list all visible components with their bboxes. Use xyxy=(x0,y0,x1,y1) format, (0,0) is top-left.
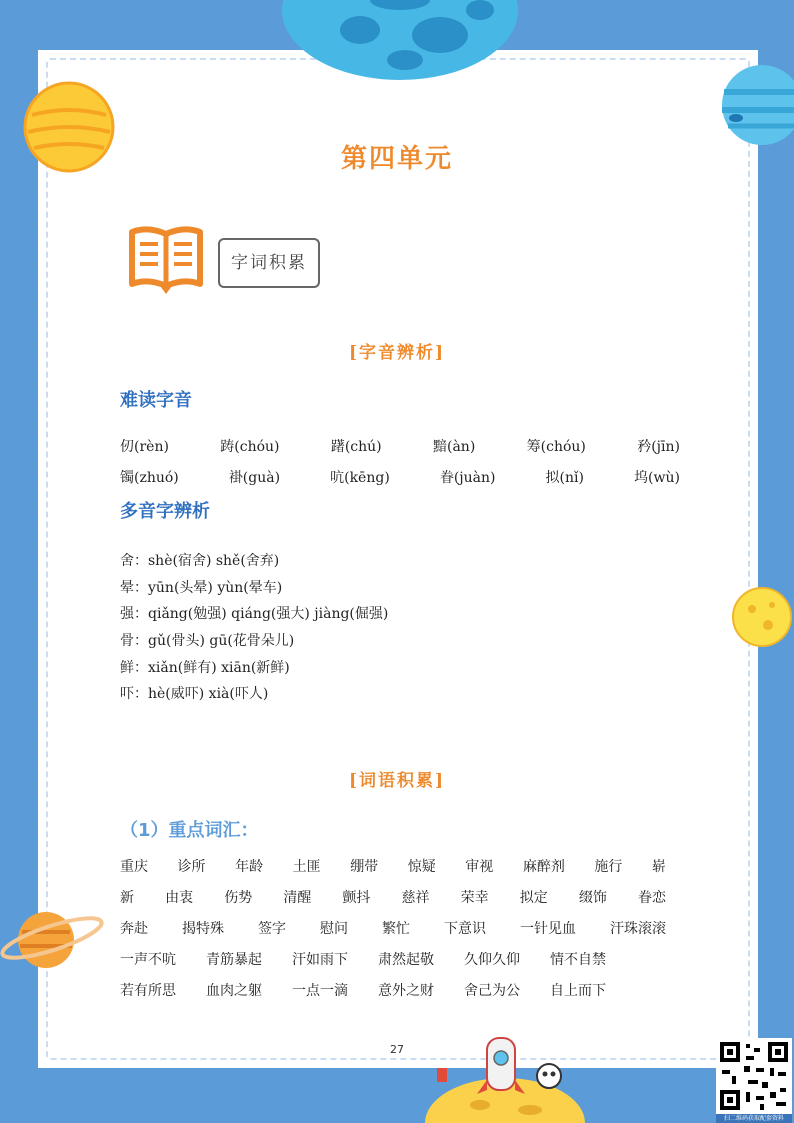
vocab-word: 慰问 xyxy=(320,921,348,937)
vocab-word: 崭 xyxy=(651,859,666,875)
vocab-word: 下意识 xyxy=(444,921,486,937)
vocab-word: 年龄 xyxy=(235,859,264,875)
vocab-word: 清醒 xyxy=(283,890,312,906)
pron-item: 镯(zhuó) xyxy=(120,470,179,486)
vocab-section-heading: [词语积累] xyxy=(348,771,446,791)
vocab-word: 自上而下 xyxy=(550,983,606,999)
vocab-word: 汗珠滚滚 xyxy=(610,921,666,937)
vocab-row-1 xyxy=(120,856,666,876)
vocab-word: 久仰久仰 xyxy=(464,952,520,968)
page-title: 第四单元 xyxy=(340,144,453,174)
poly-line: 骨：gǔ(骨头) gū(花骨朵儿) xyxy=(120,633,295,649)
vocab-row-3 xyxy=(120,918,666,938)
vocab-word: 新 xyxy=(120,890,134,906)
vocab-word: 缀饰 xyxy=(578,890,607,906)
hard-pron-row-1 xyxy=(120,436,680,456)
vocab-word: 揭特殊 xyxy=(182,921,224,937)
poly-line: 舍：shè(宿舍) shě(舍弃) xyxy=(120,553,280,569)
vocab-row-5 xyxy=(120,980,666,1000)
poly-line: 强：qiǎng(勉强) qiáng(强大) jiàng(倔强) xyxy=(120,606,389,622)
pron-item: 眷(juàn) xyxy=(439,470,496,486)
pron-section-heading: [字音辨析] xyxy=(348,343,446,363)
poly-line: 吓：hè(威吓) xià(吓人) xyxy=(120,686,269,702)
qr-code-icon xyxy=(716,1038,792,1114)
pron-item: 拟(nǐ) xyxy=(545,470,584,486)
section-badge: 字词积累 xyxy=(218,238,320,288)
vocab-word: 汗如雨下 xyxy=(292,952,348,968)
hard-pron-row-2 xyxy=(120,467,680,487)
vocab-word: 由衷 xyxy=(165,890,194,906)
vocab-word: 伤势 xyxy=(224,890,253,906)
vocab-word: 舍己为公 xyxy=(464,983,520,999)
vocab-word: 一声不吭 xyxy=(120,952,176,968)
vocab-heading: （1）重点词汇： xyxy=(120,820,259,841)
vocab-word: 一点一滴 xyxy=(292,983,348,999)
poly-line: 晕：yūn(头晕) yùn(晕车) xyxy=(120,580,283,596)
book-icon xyxy=(128,226,204,294)
rocket-icon xyxy=(425,1010,585,1123)
vocab-word: 奔赴 xyxy=(120,921,148,937)
vocab-word: 重庆 xyxy=(120,859,148,875)
vocab-word: 慈祥 xyxy=(401,890,430,906)
vocab-word: 繁忙 xyxy=(382,921,410,937)
vocab-word: 肃然起敬 xyxy=(378,952,434,968)
planet-icon-ringed-left xyxy=(0,900,110,980)
vocab-word: 荣幸 xyxy=(460,890,489,906)
planet-icon-moon-right xyxy=(730,585,794,649)
planet-icon-blue-right xyxy=(712,60,794,150)
vocab-row-4 xyxy=(120,949,666,969)
vocab-word: 诊所 xyxy=(177,859,206,875)
poly-line: 鲜：xiǎn(鲜有) xiān(新鲜) xyxy=(120,660,290,676)
vocab-word: 情不自禁 xyxy=(550,952,606,968)
hard-pron-heading: 难读字音 xyxy=(120,390,192,411)
vocab-word: 青筋暴起 xyxy=(206,952,262,968)
vocab-word: 审视 xyxy=(465,859,494,875)
vocab-word: 若有所思 xyxy=(120,983,176,999)
vocab-word: 麻醉剂 xyxy=(522,859,565,875)
pron-item: 矜(jīn) xyxy=(637,439,680,455)
vocab-word: 一针见血 xyxy=(520,921,576,937)
pron-item: 躇(chú) xyxy=(330,439,382,455)
vocab-word: 拟定 xyxy=(519,890,548,906)
planet-icon-top xyxy=(280,0,520,90)
pron-item: 仞(rèn) xyxy=(120,439,169,455)
pron-item: 筹(chóu) xyxy=(526,439,586,455)
vocab-word: 施行 xyxy=(594,859,623,875)
page-number: 27 xyxy=(390,1043,404,1056)
pron-item: 吭(kēng) xyxy=(330,470,390,486)
pron-item: 踌(chóu) xyxy=(220,439,280,455)
poly-heading: 多音字辨析 xyxy=(120,501,210,522)
pron-item: 黯(àn) xyxy=(433,439,476,455)
vocab-row-2 xyxy=(120,887,666,907)
pron-item: 坞(wù) xyxy=(634,470,680,486)
vocab-word: 眷恋 xyxy=(637,890,666,906)
vocab-word: 意外之财 xyxy=(378,983,434,999)
vocab-word: 土匪 xyxy=(292,859,321,875)
pron-item: 褂(guà) xyxy=(228,470,281,486)
vocab-word: 血肉之躯 xyxy=(206,983,262,999)
vocab-word: 绷带 xyxy=(350,859,379,875)
vocab-word: 签字 xyxy=(258,921,286,937)
vocab-word: 惊疑 xyxy=(407,859,436,875)
vocab-word: 颤抖 xyxy=(342,890,371,906)
qr-caption: 扫二维码获取配套资料 xyxy=(716,1114,792,1123)
